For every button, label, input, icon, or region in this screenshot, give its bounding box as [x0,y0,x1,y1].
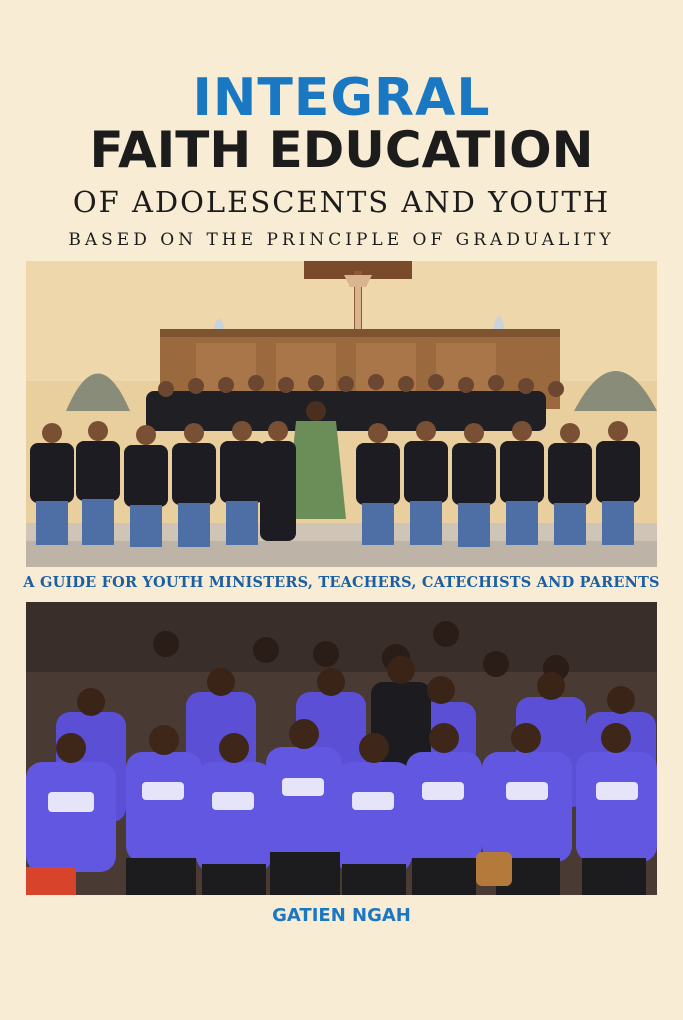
title-adolescents-youth: OF ADOLESCENTS AND YOUTH [72,185,611,219]
author-name: GATIEN NGAH [272,905,411,926]
youth-group-illustration [26,602,657,895]
church-group-illustration [26,261,657,567]
church-group-photo [26,261,657,567]
title-principle-graduality: BASED ON THE PRINCIPLE OF GRADUALITY [68,230,615,250]
subtitle-guide: A GUIDE FOR YOUTH MINISTERS, TEACHERS, CATECHISTS AND PARENTS [23,574,660,591]
youth-group-photo [26,602,657,895]
title-integral: INTEGRAL [192,68,491,128]
title-faith-education: FAITH EDUCATION [89,121,594,179]
